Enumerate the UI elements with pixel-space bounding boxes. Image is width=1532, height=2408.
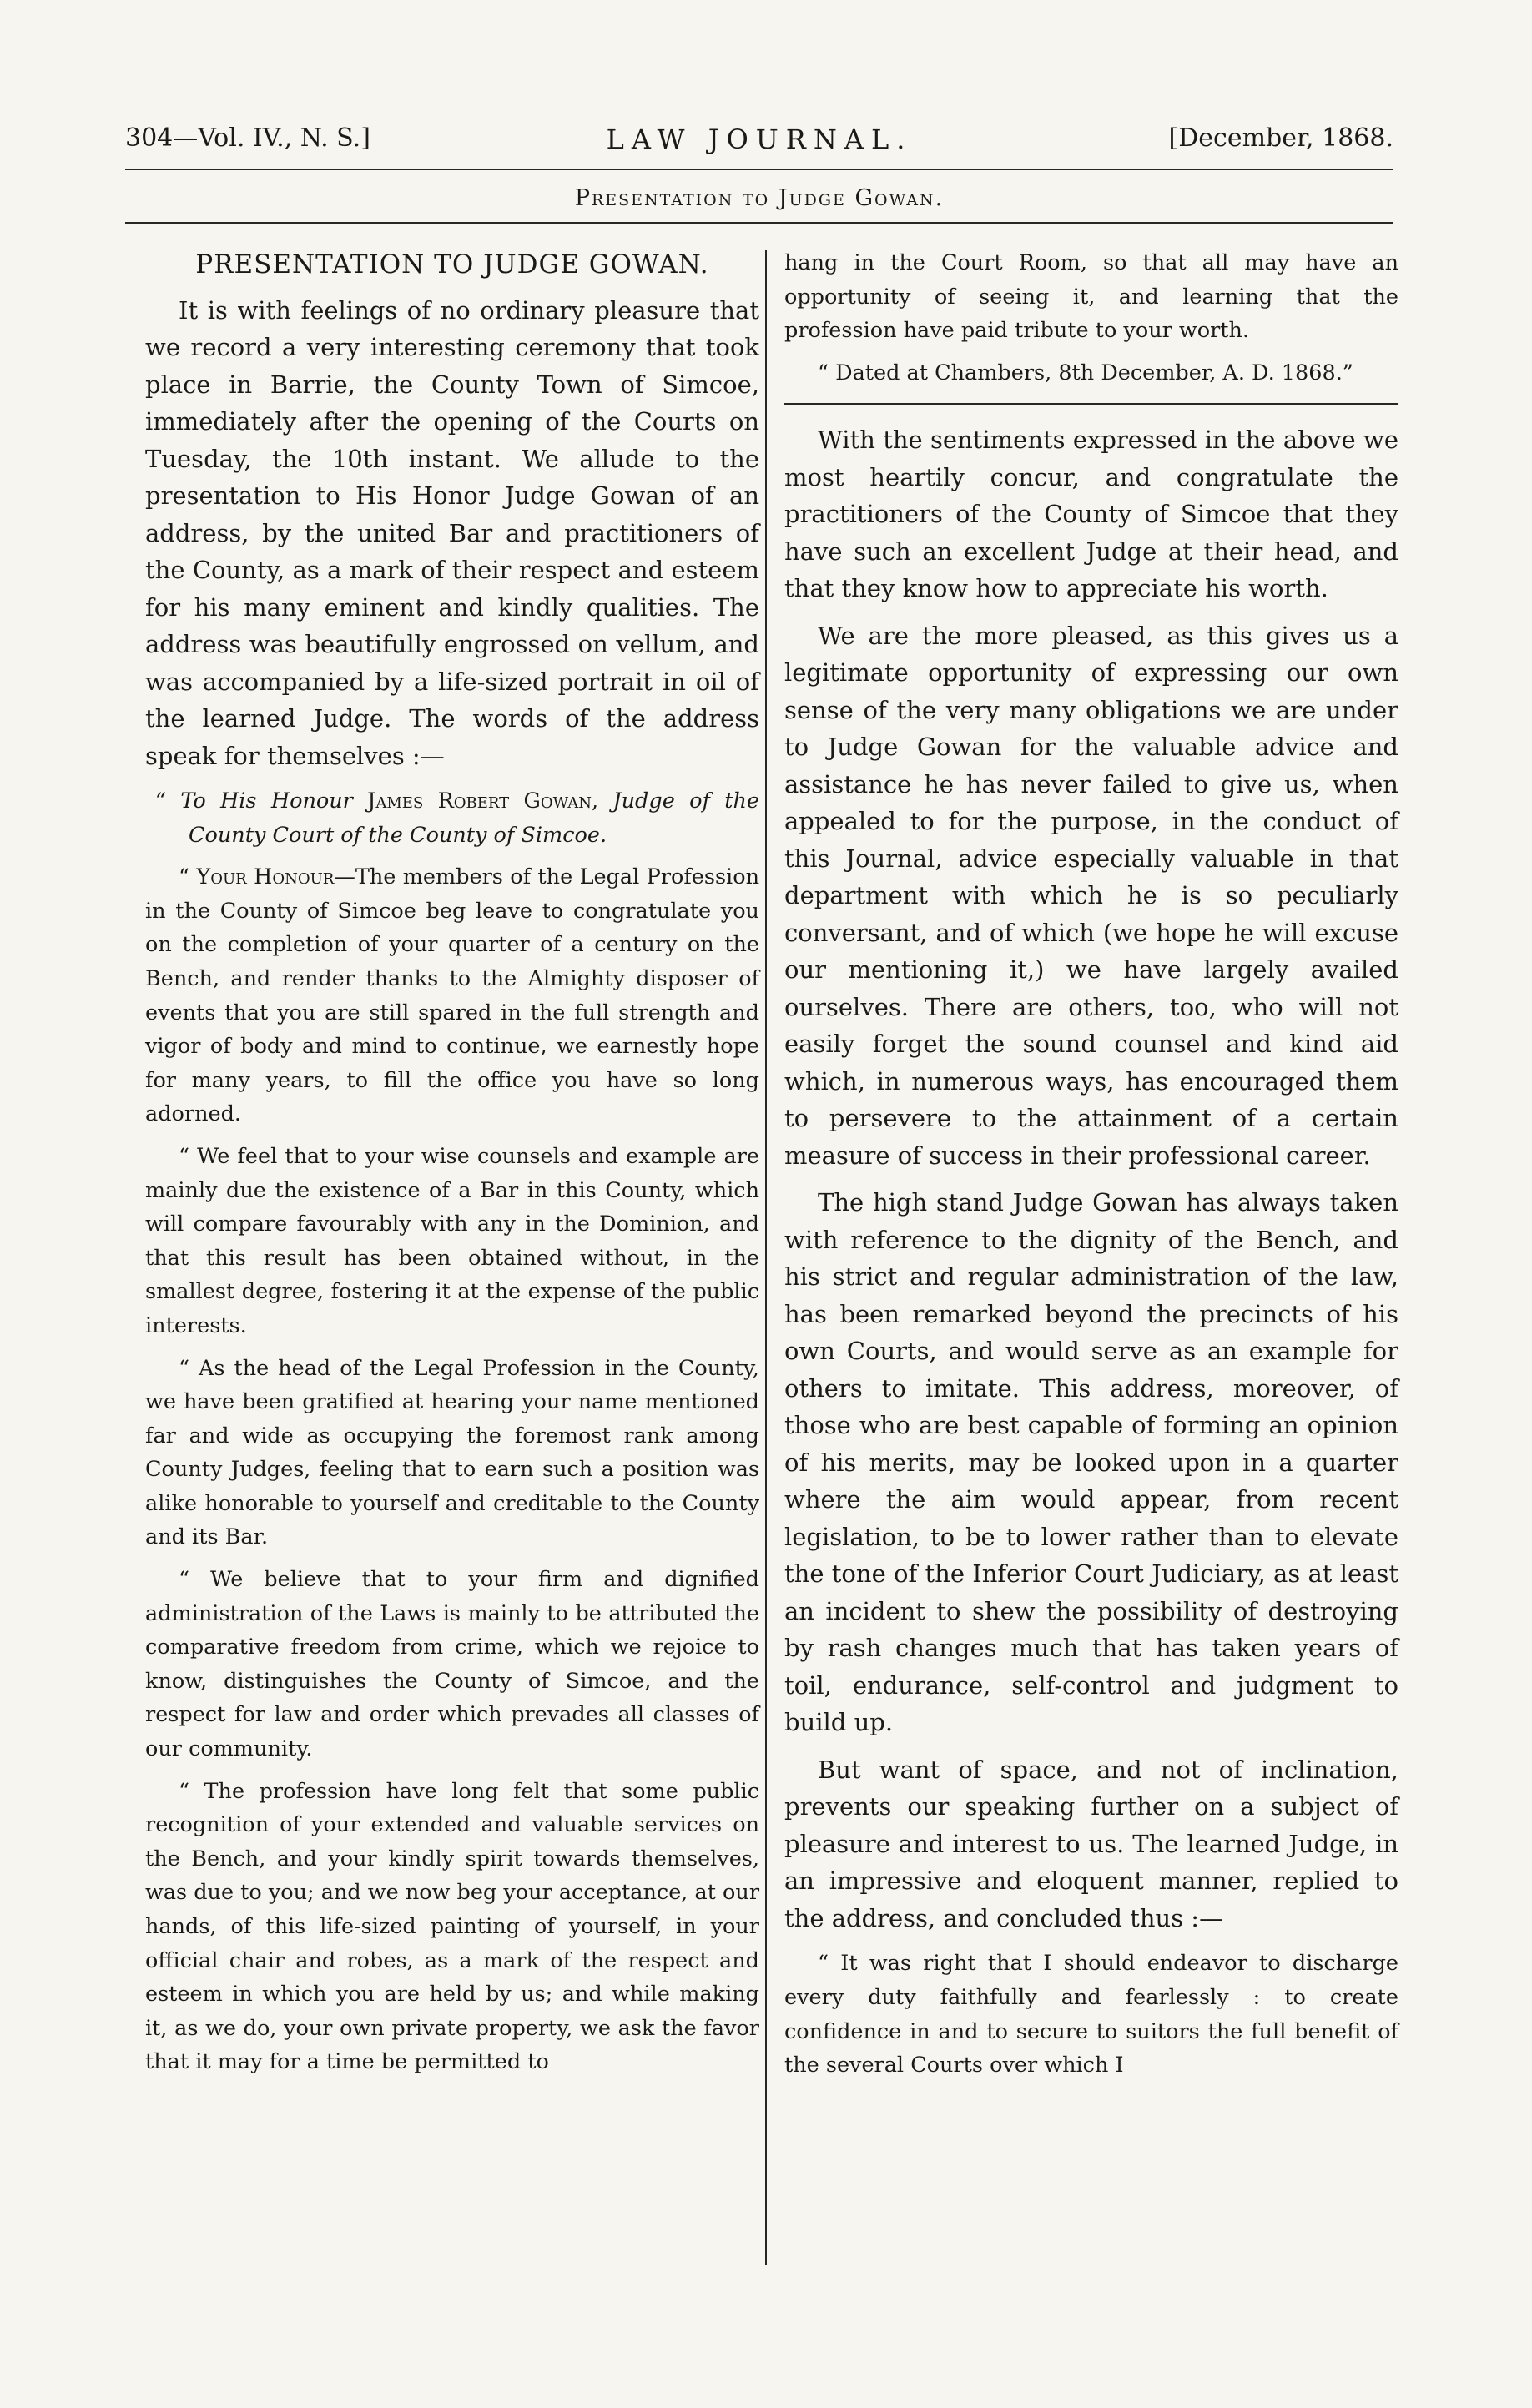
reply-paragraph: “ It was right that I should endeavor to discharge every duty faithfully and fearlessly : to create confidence in and to secure to suitors the full benefit of the several Courts over which I xyxy=(784,1951,1398,2078)
address-salutation: “ Your Honour xyxy=(179,864,335,890)
address-paragraph-2: “ We feel that to your wise counsels and example are mainly due the existence of a Bar in this County, which will compare favourably with any in the Dominion, and that this result has been obtained without, in the smallest degree, fostering it at the expense of the public interests. xyxy=(145,1143,759,1338)
address-paragraph-3: “ As the head of the Legal Profession in the County, we have been gratified at hearing your name mentioned far and wide as occupying the foremost rank among County Judges, feeling that to earn such a position was alike honorable to yourself and creditable to the County and its Bar. xyxy=(145,1355,759,1550)
judge-name: James Robert Gowan, xyxy=(367,788,599,814)
editorial-paragraph-4: But want of space, and not of inclination, prevents our speaking further on a subject of pleasure and interest to us. The learned Judge, in an impressive and eloquent manner, replied to the address, and concluded thus :— xyxy=(784,1755,1398,1932)
address-continuation: hang in the Court Room, so that all may have an opportunity of seeing it, and learning that the profession have paid tribute to your worth. xyxy=(784,250,1398,344)
header-rule-top xyxy=(125,169,1393,170)
dedication-prefix: “ To His Honour xyxy=(155,788,368,814)
section-title: Presentation to Judge Gowan. xyxy=(574,185,945,211)
article-title: PRESENTATION TO JUDGE GOWAN. xyxy=(195,249,709,280)
left-column xyxy=(145,246,759,2088)
address-paragraph-1 xyxy=(145,860,759,1131)
editorial-paragraph-1: With the sentiments expressed in the above we most heartily concur, and congratulate the practitioners of the County of Simcoe that they have such an excellent Judge at their head, and that they know how to appreciate his worth. xyxy=(784,426,1398,603)
intro-paragraph: It is with feelings of no ordinary pleasure that we record a very interesting ceremony that took place in Barrie, the County Town of Simcoe, immediately after the opening of the Courts on Tuesday, the 10th instant. We allude to the presentation to His Honor Judge Gowan of an address, by the united Bar and practitioners of the County, as a mark of their respect and esteem for his many eminent and kindly qualities. The address was beautifully engrossed on vellum, and was accompanied by a life-sized portrait in oil of the learned Judge. The words of the address speak for themselves :— xyxy=(145,295,759,770)
running-head xyxy=(125,123,1393,157)
address-paragraph-1-text: —The members of the Legal Profession in the County of Simcoe beg leave to congratulate you on the completion of your quarter of a century on the Bench, and render thanks to the Almighty disposer of events that you are still spared in the full strength and vigor of body and mind to continue, we earnestly hope for many years, to fill the office you have so long adorned. xyxy=(145,864,759,1127)
editorial-paragraph-3: The high stand Judge Gowan has always taken with reference to the dignity of the Bench, and his strict and regular administration of the law, has been remarked beyond the precincts of his own Courts, and would serve as an example for others to imitate. This address, moreover, of those who are best capable of forming an opinion of his merits, may be looked upon in a quarter where the aim would appear, from recent legislation, to be to lower rather than to elevate the tone of the Inferior Court Judiciary, as at least an incident to shew the possibility of destroying by rash changes much that has taken years of toil, endurance, self-control and judgment to build up. xyxy=(784,1188,1398,1737)
right-column xyxy=(784,246,1398,2093)
journal-title: LAW JOURNAL. xyxy=(606,123,913,155)
column-divider xyxy=(765,250,767,2265)
section-rule xyxy=(125,222,1393,224)
address-paragraph-5: “ The profession have long felt that some public recognition of your extended and valuable services on the Bench, and your kindly spirit towards themselves, was due to you; and we now beg your acceptance, at our hands, of this life-sized painting of yourself, in your official chair and robes, as a mark of the respect and esteem in which you are held by us; and while making it, as we do, your own private property, we ask the favor that it may for a time be permitted to xyxy=(145,1778,760,2075)
address-end-rule xyxy=(784,403,1398,405)
address-dedication xyxy=(145,784,759,852)
dedication-suffix: Judge of the County Court of the County of Simcoe. xyxy=(189,788,759,848)
address-paragraph-4: “ We believe that to your firm and dignified administration of the Laws is mainly to be attributed the comparative freedom from crime, which we rejoice to know, distinguishes the County of Simcoe, and the respect for law and order which prevades all classes of our community. xyxy=(145,1567,759,1762)
page-volume-label: 304—Vol. IV., N. S.] xyxy=(125,123,370,153)
editorial-paragraph-2: We are the more pleased, as this gives us a legitimate opportunity of expressing our own sense of the very many obligations we are under to Judge Gowan for the valuable advice and assistance he has never failed to give us, when appealed to for the purpose, in the conduct of this Journal, advice especially valuable in that department with which he is so peculiarly conversant, and of which (we hope he will excuse our mentioning it,) we have largely availed ourselves. There are others, too, who will not easily forget the sound counsel and kind aid which, in numerous ways, has encouraged them to persevere to the attainment of a certain measure of success in their professional career. xyxy=(784,621,1398,1170)
issue-date: [December, 1868. xyxy=(1168,123,1393,153)
address-dated: “ Dated at Chambers, 8th December, A. D. 1868.” xyxy=(818,360,1353,385)
